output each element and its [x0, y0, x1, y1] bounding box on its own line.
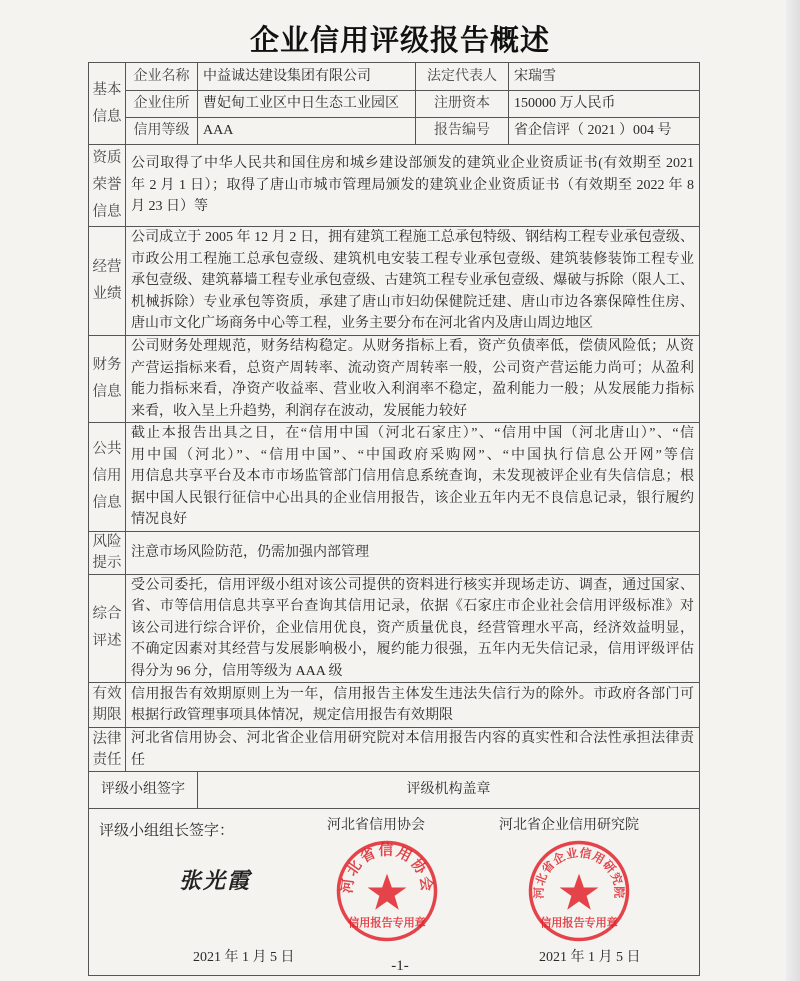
section-content: [126, 145, 700, 227]
field-label: 信用等级: [126, 118, 198, 145]
section-label: 风险提示: [92, 533, 122, 571]
text-line: 公司取得了中华人民共和国住房和城乡建设部颁发的建筑业企业资质证书(有效期至 2021: [131, 156, 694, 172]
credit-grade: AAA: [198, 118, 416, 145]
section-label: 法律责任: [92, 730, 122, 768]
page-title: 企业信用评级报告概述: [249, 23, 550, 57]
text-line: 信用报告有效期原则上为一年，信用报告主体发生违法失信行为的除外。市政府各部门可: [131, 686, 694, 702]
field-label: 注册资本: [416, 91, 509, 118]
text-line: 市政公用工程施工总承包壹级、建筑机电安装工程专业承包壹级、建筑装修装饰工程专业: [131, 251, 694, 267]
org1-name: 河北省信用协会: [327, 818, 425, 833]
legal-rep: 宋瑞雪: [509, 63, 700, 91]
section-label: 综合评述: [92, 606, 122, 650]
field-label: 企业住所: [126, 91, 198, 118]
text-line: 得分为 96 分，信用等级为 AAA 级: [131, 663, 343, 679]
section-content: [126, 423, 700, 532]
section-label-basic: 基本信息: [92, 81, 122, 125]
date-right: 2021 年 1 月 5 日: [539, 950, 641, 965]
text-line: 能力指标来看，净资产收益率、营业收入利润率不稳定，盈利能力一般；从发展能力指标: [131, 382, 694, 397]
report-number: 省企信评（ 2021 ）004 号: [509, 118, 700, 145]
text-line: 用中国（河北）”、“信用中国”、“中国政府采购网”、“中国执行信息公开网”等信: [131, 447, 694, 463]
text-line: 月 23 日）等: [131, 199, 208, 215]
leader-sign-label: 评级小组组长签字：: [99, 823, 235, 839]
section-label-cell: [89, 227, 126, 336]
registered-capital: 150000 万人民币: [509, 91, 700, 118]
org-seal-header: [198, 772, 700, 809]
svg-text:信用报告专用章: 信用报告专用章: [348, 916, 426, 930]
text-line: 该公司进行综合评价，企业信用优良，资产质量优良，经营管理水平高，经济效益明显，: [131, 620, 694, 636]
section-content: [126, 227, 700, 336]
section-row: [89, 227, 700, 336]
text-line: 公司财务处理规范，财务结构稳定。从财务指标上看，资产负债率低，偿债风险低；从资: [131, 339, 694, 354]
leader-signature: 张光霞: [179, 869, 252, 894]
section-row: [89, 423, 700, 532]
section-row: [89, 531, 700, 574]
group-sign-header-text: 评级小组签字: [101, 782, 185, 798]
company-name: 中益诚达建设集团有限公司: [198, 63, 416, 91]
section-label-cell: [89, 531, 126, 574]
section-row: [89, 728, 700, 772]
section-label: 公共信用信息: [92, 441, 122, 512]
section-row: [89, 683, 700, 728]
text-line: 注意市场风险防范，仍需加强内部管理: [131, 544, 369, 560]
text-line: 机械拆除）专业承包等资质，承建了唐山市妇幼保健院迁建、唐山市边各寨保障性住房、: [131, 294, 694, 310]
svg-text:河北省企业信用研究院: 河北省企业信用研究院: [531, 845, 627, 899]
field-label: 企业名称: [126, 63, 198, 91]
date-left: 2021 年 1 月 5 日: [193, 950, 295, 965]
field-label: 报告编号: [416, 118, 509, 145]
text-line: 年 2 月 1 日）；取得了唐山市城市管理局颁发的建筑业企业资质证书（有效期至 2022 年 8: [131, 177, 694, 193]
text-line: 唐山市文化广场商务中心等工程，业务主要分布在河北省内及唐山周边地区: [131, 316, 593, 332]
page-number: -1-: [391, 958, 409, 974]
stamp-hebei-enterprise-credit-institute: [527, 839, 631, 943]
section-label-cell: [89, 423, 126, 532]
section-label-cell: [89, 574, 126, 683]
section-row: [89, 336, 700, 423]
text-line: 受公司委托，信用评级小组对该公司提供的资料进行核实并现场走访、调查，通过国家、: [131, 577, 694, 593]
text-line: 任: [131, 752, 145, 768]
text-line: 截止本报告出具之日，在“信用中国（河北石家庄）”、“信用中国（河北唐山）”、“信: [131, 426, 694, 441]
stamp-hebei-credit-association: [335, 839, 439, 943]
field-label: 法定代表人: [416, 63, 509, 91]
text-line: 来看，收入呈上升趋势，利润存在波动，发展能力较好: [131, 403, 467, 419]
report-table: [88, 62, 700, 976]
section-label-cell: [89, 336, 126, 423]
section-content: [126, 336, 700, 423]
text-line: 情况良好: [131, 512, 187, 527]
text-line: 承包壹级、建筑幕墙工程专业承包壹级、古建筑工程专业承包壹级、爆破与拆除（限人工、: [131, 273, 694, 289]
section-content: [126, 574, 700, 683]
section-label: 财务信息: [92, 357, 122, 400]
svg-text:河北省信用协会: 河北省信用协会: [338, 842, 436, 895]
text-line: 不确定因素对其经营与发展影响极小，履约能力很强，五年内无失信记录，信用评级评估: [131, 642, 694, 657]
section-label-cell: [89, 728, 126, 772]
text-line: 河北省信用协会、河北省企业信用研究院对本信用报告内容的真实性和合法性承担法律责: [131, 731, 694, 746]
text-line: 省、市等信用信息共享平台查询其信用记录，依据《石家庄市企业社会信用评级标准》对: [131, 599, 694, 614]
section-label-cell: [89, 145, 126, 227]
section-content: [126, 683, 700, 728]
text-line: 根据行政管理事项具体情况，规定信用报告有效期限: [131, 708, 453, 723]
text-line: 产营运指标来看，总资产周转率、流动资产周转率一般，公司资产营运能力尚可；从盈利: [131, 360, 694, 376]
org2-name: 河北省企业信用研究院: [499, 818, 639, 833]
section-row: [89, 145, 700, 227]
page-edge: [786, 0, 800, 981]
org-seal-header-text: 评级机构盖章: [406, 782, 491, 798]
section-content: [126, 531, 700, 574]
group-sign-header: [89, 772, 198, 809]
text-line: 用信息共享平台及本市市场监管部门信用信息系统查询，未发现被评企业有失信信息；根: [131, 469, 694, 484]
section-label: 经营业绩: [92, 259, 122, 302]
section-label: 有效期限: [92, 686, 122, 723]
section-label-cell-basic: [89, 63, 126, 145]
section-row: [89, 574, 700, 683]
section-content: [126, 728, 700, 772]
section-label: 资质荣誉信息: [92, 150, 122, 220]
svg-text:信用报告专用章: 信用报告专用章: [540, 916, 618, 930]
signature-area: [89, 809, 700, 976]
text-line: 公司成立于 2005 年 12 月 2 日，拥有建筑工程施工总承包特级、钢结构工程专业承包壹级、: [131, 230, 694, 246]
section-label-cell: [89, 683, 126, 728]
company-address: 曹妃甸工业区中日生态工业园区: [198, 91, 416, 118]
text-line: 据中国人民银行征信中心出具的企业信用报告，该企业五年内无不良信息记录，银行履约: [131, 490, 694, 506]
